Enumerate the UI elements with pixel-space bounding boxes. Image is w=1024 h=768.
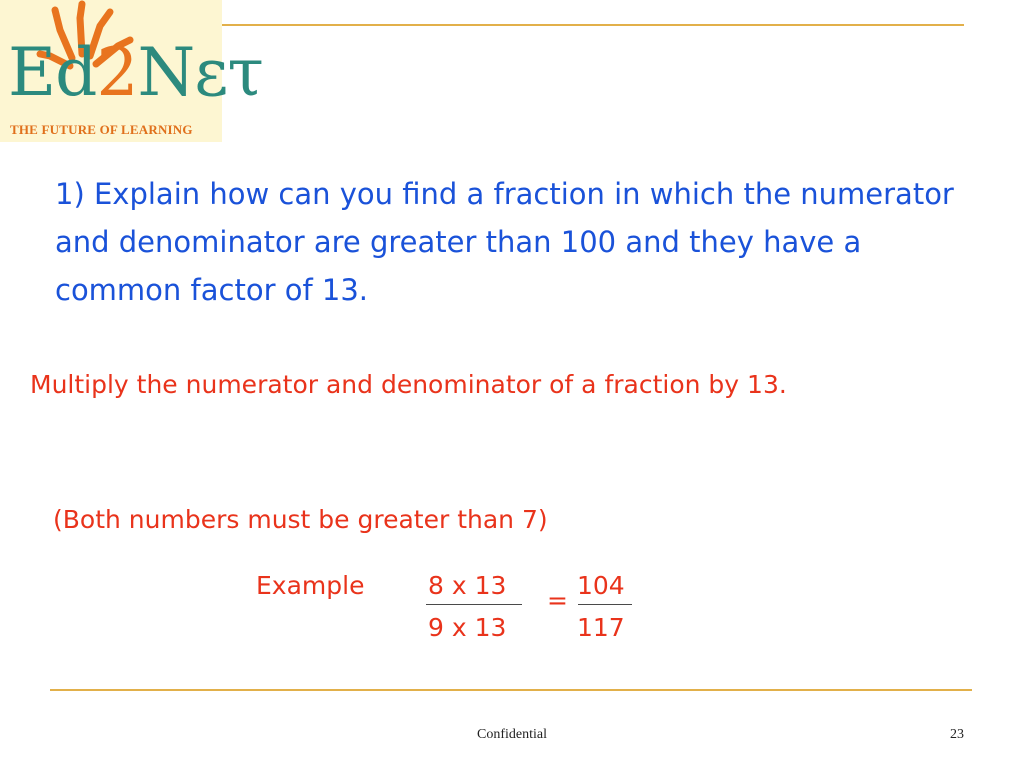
left-fraction-numerator: 8 x 13 — [428, 571, 507, 600]
question-text: 1) Explain how can you find a fraction in which the numerator and denominator are greater than 100 and they have a common factor of 13. — [55, 177, 954, 307]
equals-sign: = — [547, 586, 568, 615]
page-number: 23 — [950, 727, 964, 742]
logo-wordmark-net: Nετ — [137, 34, 263, 111]
right-fraction-numerator: 104 — [577, 571, 625, 600]
note-text: (Both numbers must be greater than 7) — [53, 505, 548, 534]
ed2net-logo — [0, 0, 263, 142]
logo-wordmark-two: 2 — [96, 34, 138, 111]
left-fraction-denominator: 9 x 13 — [428, 613, 507, 642]
left-fraction-bar — [426, 604, 522, 605]
example-label: Example — [256, 571, 365, 600]
logo-wordmark — [8, 34, 263, 111]
logo-tagline: THE FUTURE OF LEARNING — [10, 122, 193, 137]
confidential-label: Confidential — [477, 727, 547, 742]
right-fraction-denominator: 117 — [577, 613, 625, 642]
right-fraction-bar — [578, 604, 632, 605]
footer-divider — [50, 689, 972, 691]
answer-text: Multiply the numerator and denominator of a fraction by 13. — [30, 370, 787, 399]
header-divider — [222, 24, 964, 26]
logo-wordmark-ed: Ed — [8, 34, 97, 111]
